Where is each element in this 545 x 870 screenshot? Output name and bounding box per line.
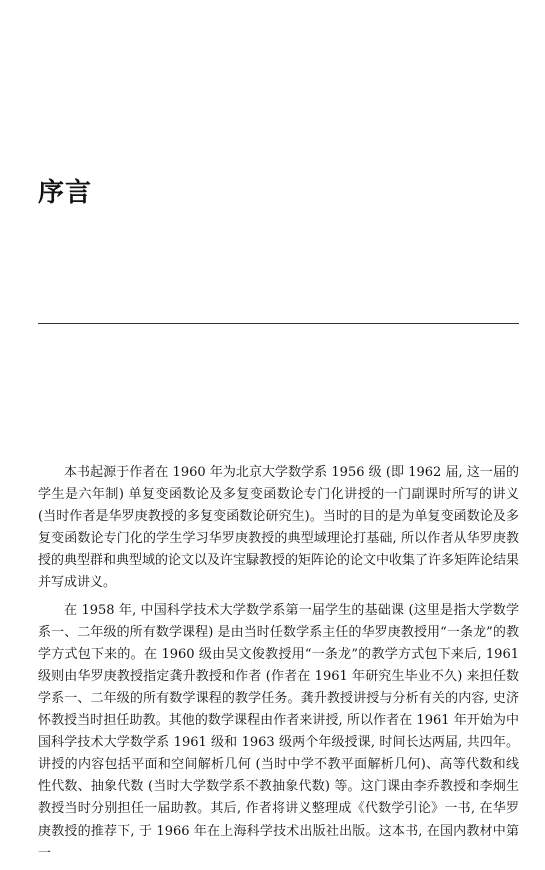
paragraph: 本书起源于作者在 1960 年为北京大学数学系 1956 级 (即 1962 届, 这一届的学生是六年制) 单复变函数论及多复变函数论专门化讲授的一门副课时所写的讲义 (当时作者是华罗庚教授的多复变函数论研究生)。当时的目的是为单复变函数论及多复变函数论专门化的学生学习华罗庚教授的典型域理论打基础, 所以作者从华罗庚教授的典型群和典型域的论文以及许宝騄教授的矩阵论的论文中收集了许多矩阵论结果并写成讲义。 — [38, 465, 520, 591]
page-title: 序言 — [38, 178, 93, 208]
paragraph: 在 1958 年, 中国科学技术大学数学系第一届学生的基础课 (这里是指大学数学系一、二年级的所有数学课程) 是由当时任数学系主任的华罗庚教授用“一条龙”的教学方式包下来的。在 1960 级由吴文俊教授用“一条龙”的教学方式包下来后, 1961 级则由华罗庚教授指定龚升教授和作者 (作者在 1961 年研究生毕业不久) 来担任数学系一、二年级的所有数学课程的教学任务。龚升教授讲授与分析有关的内容, 史济怀教授当时担任助教。其他的数学课程由作者来讲授, 所以作者在 1961 年开始为中国科学技术大学数学系 1961 级和 1963 级两个年级授课, 时间长达两届, 共四年。讲授的内容包括平面和空间解析几何 (当时中学不教平面解析几何)、高等代数和线性代数、抽象代数 (当时大学数学系不教抽象代数) 等。这门课由李乔教授和李炯生教授当时分别担任一届助教。其后, 作者将讲义整理成《代数学引论》一书, 在华罗庚教授的推荐下, 于 1966 年在上海科学技术出版社出版。这本书, 在国内教材中第一 — [38, 602, 519, 861]
title-divider — [38, 323, 519, 324]
preface-body — [38, 462, 519, 870]
